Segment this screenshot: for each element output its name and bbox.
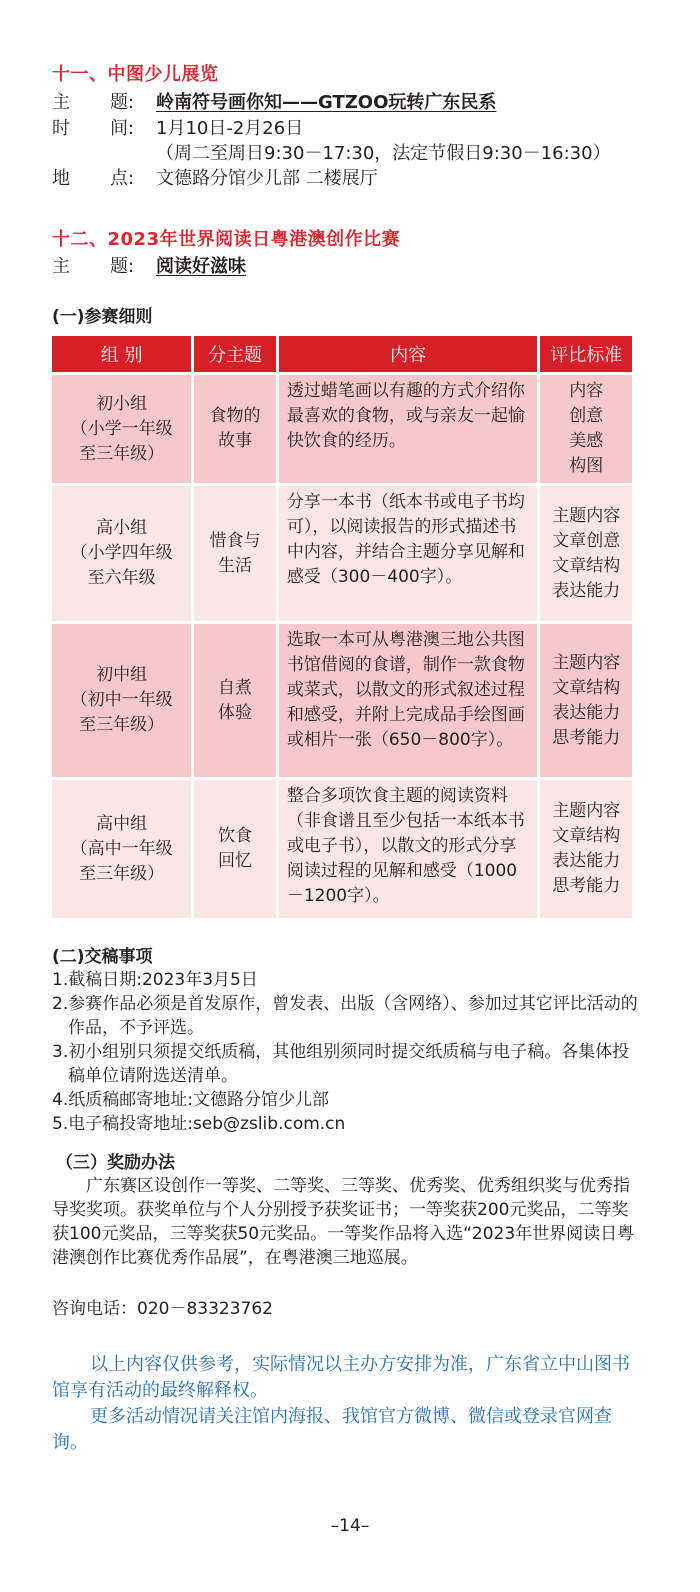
- list-item: 4.纸质稿邮寄地址:文德路分馆少儿部: [52, 1090, 329, 1110]
- theme-label: 主 题:: [52, 256, 135, 277]
- time-note: （周二至周日9:30－17:30，法定节假日9:30－16:30）: [156, 143, 611, 164]
- place-label: 地 点:: [52, 168, 135, 189]
- awards-heading: （三）奖励办法: [56, 1153, 175, 1173]
- subtopic-cell: 饮食 回忆: [194, 780, 276, 918]
- subtopic-cell: 食物的 故事: [194, 375, 276, 483]
- table-row: [52, 375, 632, 483]
- theme-value: 岭南符号画你知——GTZOO玩转广东民系: [156, 92, 497, 113]
- header-subtopic: 分主题: [194, 336, 276, 372]
- theme-value: 阅读好滋味: [156, 256, 246, 277]
- criteria-cell: 主题内容 文章创意 文章结构 表达能力: [540, 486, 632, 621]
- table-row: [52, 624, 632, 777]
- group-cell: 初小组 （小学一年级 至三年级）: [52, 375, 191, 483]
- content-cell: 透过蜡笔画以有趣的方式介绍你最喜欢的食物，或与亲友一起愉快饮食的经历。: [279, 375, 538, 483]
- awards-text: 广东赛区设创作一等奖、二等奖、三等奖、优秀奖、优秀组织奖与优秀指导奖奖项。获奖单位与个人分别授予获奖证书；一等奖获200元奖品，二等奖获100元奖品，三等奖获50元奖品。一等奖作品将入选“2023年世界阅读日粤港澳创作比赛优秀作品展”，在粤港澳三地巡展。: [52, 1176, 635, 1268]
- criteria-cell: 主题内容 文章结构 表达能力 思考能力: [540, 780, 632, 918]
- submission-heading: (二)交稿事项: [52, 947, 153, 967]
- list-item: 5.电子稿投寄地址:seb@zslib.com.cn: [52, 1114, 346, 1134]
- list-item: 2.参赛作品必须是首发原作，曾发表、出版（含网络）、参加过其它评比活动的作品，不予评选。: [52, 994, 638, 1038]
- section-title-12: 十二、2023年世界阅读日粤港澳创作比赛: [52, 229, 401, 250]
- time-row-11: [52, 117, 303, 141]
- table-row: [52, 780, 632, 918]
- subtopic-cell: 惜食与 生活: [194, 486, 276, 621]
- criteria-cell: 主题内容 文章结构 表达能力 思考能力: [540, 624, 632, 777]
- table-header-row: [52, 336, 632, 372]
- notice-disclaimer: 以上内容仅供参考，实际情况以主办方安排为准，广东省立中山图书馆享有活动的最终解释权。: [52, 1354, 630, 1401]
- place-value: 文德路分馆少儿部 二楼展厅: [156, 168, 378, 189]
- time-label: 时 间:: [52, 118, 135, 139]
- time-value: 1月10日-2月26日: [156, 118, 304, 139]
- criteria-cell: 内容 创意 美感 构图: [540, 375, 632, 483]
- notice-more-info: 更多活动情况请关注馆内海报、我馆官方微博、微信或登录官网查询。: [52, 1406, 612, 1453]
- content-cell: 整合多项饮食主题的阅读资料（非食谱且至少包括一本纸本书或电子书），以散文的形式分享阅读过程的见解和感受（1000 －1200字）。: [279, 780, 538, 918]
- section-title-11: 十一、中图少儿展览: [52, 64, 219, 85]
- table-row: [52, 486, 632, 621]
- theme-row-11: [52, 91, 496, 115]
- theme-row-12: [52, 255, 246, 279]
- group-cell: 初中组 （初中一年级 至三年级）: [52, 624, 191, 777]
- submission-list: [52, 968, 642, 1136]
- header-content: 内容: [279, 336, 538, 372]
- group-cell: 高小组 （小学四年级 至六年级: [52, 486, 191, 621]
- list-item: 1.截稿日期:2023年3月5日: [52, 970, 258, 990]
- contact-phone: 咨询电话：020－83323762: [52, 1299, 273, 1319]
- content-cell: 选取一本可从粤港澳三地公共图书馆借阅的食谱，制作一款食物或菜式，以散文的形式叙述过程和感受，并附上完成品手绘图画或相片一张（650－800字）。: [279, 624, 538, 777]
- place-row-11: [52, 167, 378, 191]
- rules-heading: (一)参赛细则: [52, 307, 153, 327]
- header-criteria: 评比标准: [540, 336, 632, 372]
- rules-table: [49, 333, 635, 921]
- content-cell: 分享一本书（纸本书或电子书均可），以阅读报告的形式描述书中内容，并结合主题分享见解和感受（300－400字）。: [279, 486, 538, 621]
- group-cell: 高中组 （高中一年级 至三年级）: [52, 780, 191, 918]
- page-number: –14–: [330, 1516, 370, 1536]
- theme-label: 主 题:: [52, 92, 135, 113]
- list-item: 3.初小组别只须提交纸质稿，其他组别须同时提交纸质稿与电子稿。各集体投稿单位请附选送清单。: [52, 1042, 630, 1086]
- subtopic-cell: 自煮 体验: [194, 624, 276, 777]
- header-group: 组 别: [52, 336, 191, 372]
